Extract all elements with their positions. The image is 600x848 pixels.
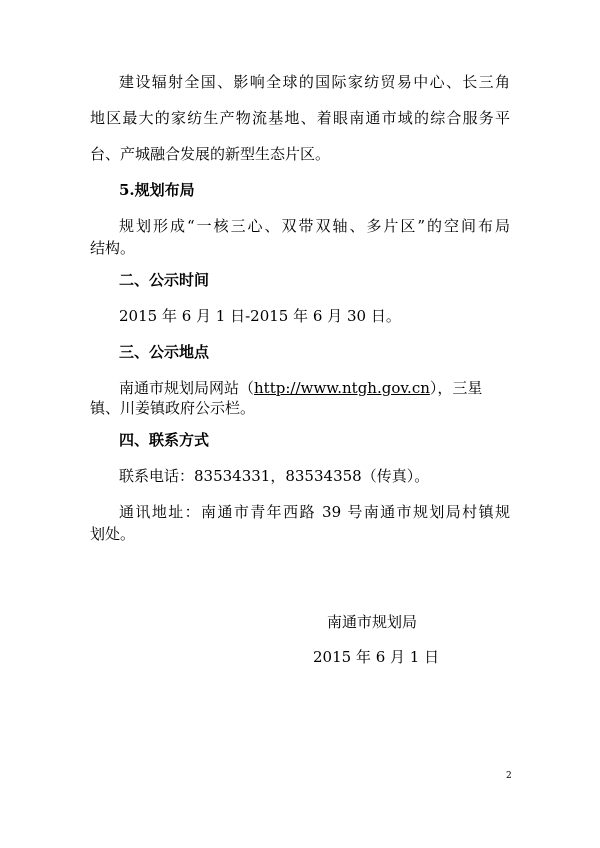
place-line-1 (119, 378, 482, 398)
signature-org: 南通市规划局 (327, 613, 418, 631)
website-link[interactable]: http://www.ntgh.gov.cn (254, 379, 430, 397)
time-text: 2015 年 6 月 1 日-2015 年 6 月 30 日。 (119, 307, 401, 325)
section-contact-heading: 四、联系方式 (119, 431, 210, 449)
intro-line-3: 台、产城融合发展的新型生态片区。 (90, 145, 331, 163)
intro-line-1: 建设辐射全国、影响全球的国际家纺贸易中心、长三角 (119, 73, 510, 91)
place-line-1-prefix: 南通市规划局网站（ (119, 379, 255, 397)
place-line-2: 镇、川姜镇政府公示栏。 (90, 399, 256, 417)
intro-line-2: 地区最大的家纺生产物流基地、着眼南通市域的综合服务平 (90, 109, 510, 127)
section-layout-heading: 5.规划布局 (119, 181, 195, 199)
contact-address-line-1: 通讯地址：南通市青年西路 39 号南通市规划局村镇规 (119, 503, 510, 521)
section-time-heading: 二、公示时间 (119, 271, 210, 289)
layout-line-1: 规划形成“一核三心、双带双轴、多片区”的空间布局 (119, 217, 510, 235)
contact-address-line-2: 划处。 (90, 525, 136, 543)
signature-date: 2015 年 6 月 1 日 (313, 648, 440, 666)
contact-phone: 联系电话：83534331，83534358（传真）。 (119, 467, 430, 485)
layout-line-2: 结构。 (90, 239, 136, 257)
place-line-1-suffix: ），三星 (429, 379, 483, 397)
section-place-heading: 三、公示地点 (119, 343, 210, 361)
page-number: 2 (506, 771, 512, 781)
